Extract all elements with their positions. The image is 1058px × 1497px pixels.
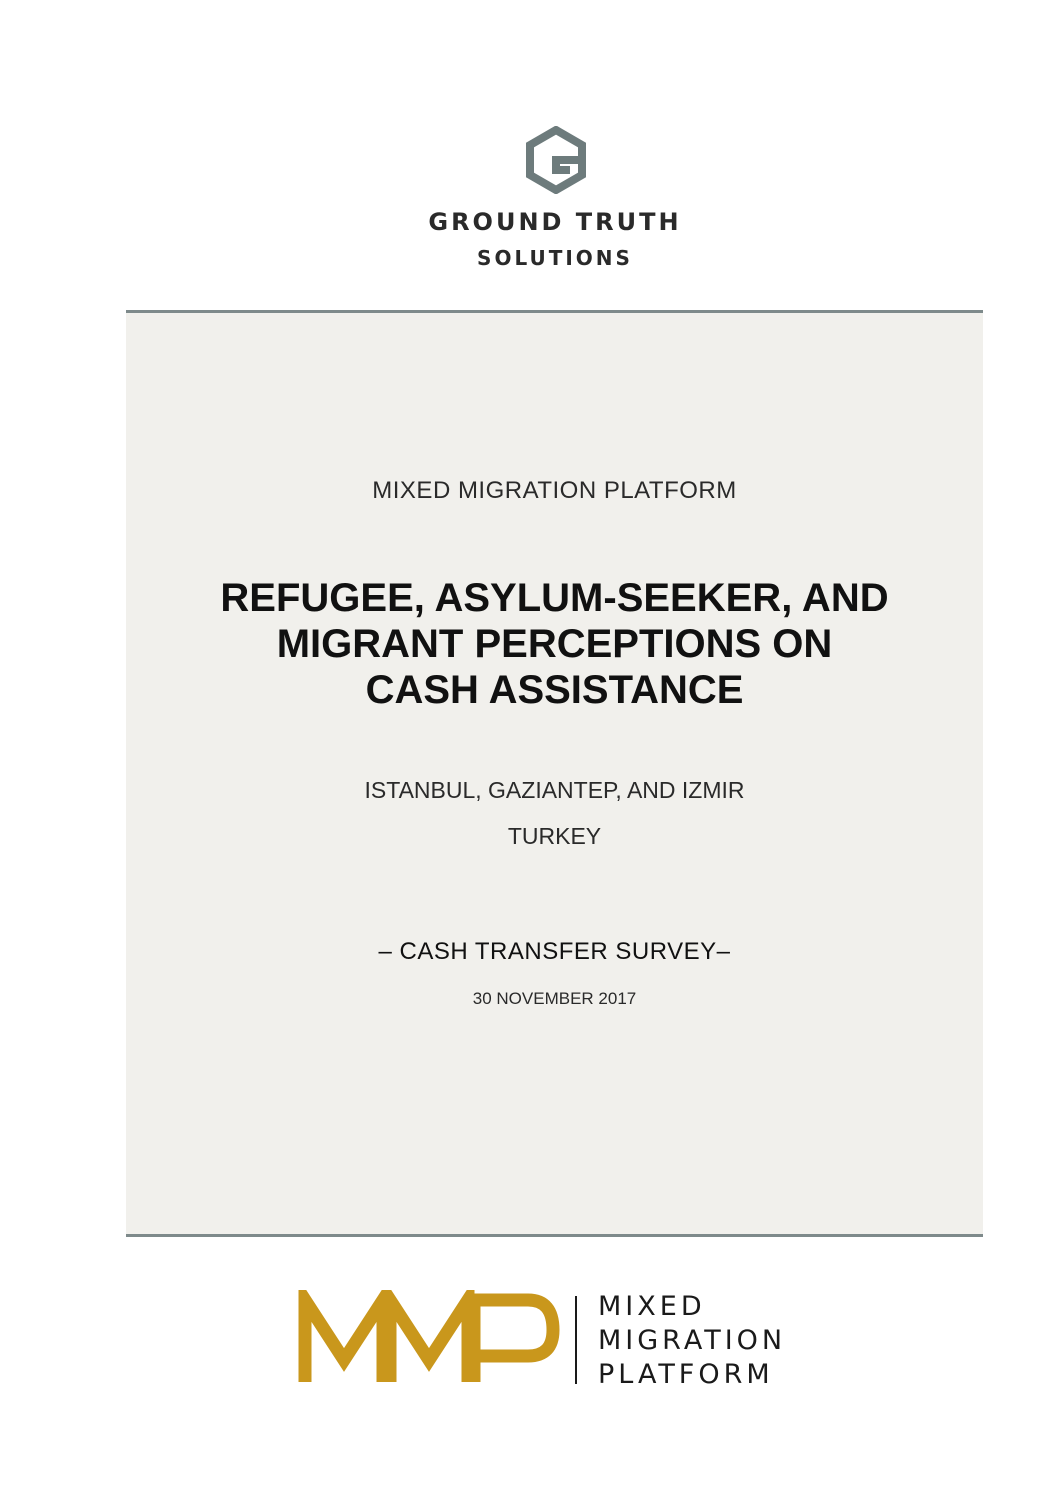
cover-panel <box>126 310 983 1237</box>
mmp-logo <box>298 1290 818 1390</box>
report-title <box>126 575 983 713</box>
ground-truth-solutions-logo <box>0 0 1058 300</box>
org-name-line2: SOLUTIONS <box>477 246 633 270</box>
title-line-1: REFUGEE, ASYLUM-SEEKER, AND <box>220 576 889 620</box>
report-locations: ISTANBUL, GAZIANTEP, AND IZMIR <box>364 777 745 803</box>
mmp-word-2: MIGRATION <box>598 1325 787 1356</box>
org-name-line1: GROUND TRUTH <box>428 208 682 236</box>
survey-label: – CASH TRANSFER SURVEY– <box>378 938 731 965</box>
ground-truth-hexagon-icon <box>525 126 587 194</box>
title-line-2: MIGRANT PERCEPTIONS ON <box>276 622 833 666</box>
report-date: 30 NOVEMBER 2017 <box>472 989 637 1008</box>
mmp-divider <box>575 1296 577 1384</box>
title-line-3: CASH ASSISTANCE <box>365 668 744 712</box>
report-country: TURKEY <box>507 823 602 849</box>
mmp-word-1: MIXED <box>598 1291 706 1322</box>
platform-kicker: MIXED MIGRATION PLATFORM <box>372 477 737 504</box>
mmp-word-3: PLATFORM <box>598 1359 774 1390</box>
mmp-wordmark <box>598 1290 786 1392</box>
mmp-lettermark-icon <box>298 1290 560 1386</box>
